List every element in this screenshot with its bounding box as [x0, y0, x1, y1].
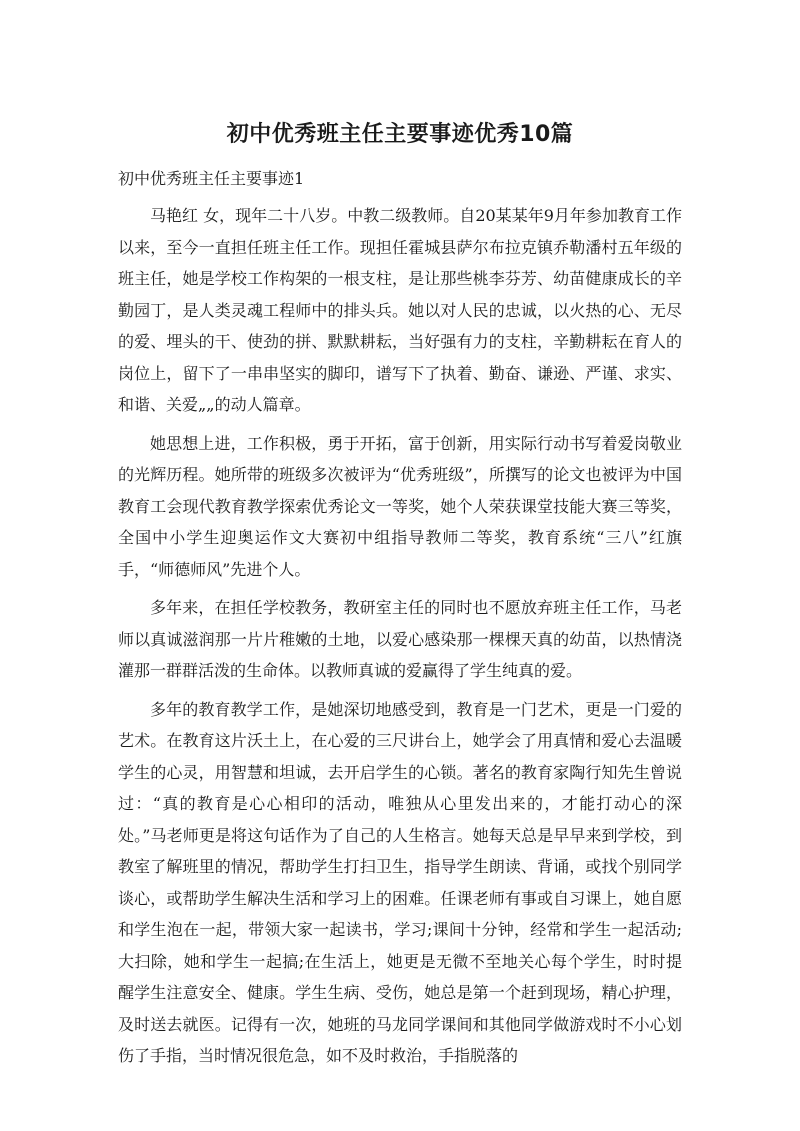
- section-heading: 初中优秀班主任主要事迹1: [118, 169, 305, 188]
- paragraph-1: 马艳红 女，现年二十八岁。中教二级教师。自20某某年9月年参加教育工作以来，至今一直担任班主任工作。现担任霍城县萨尔布拉克镇乔勒潘村五年级的班主任，她是学校工作构架的一根支柱，是让那些桃李芬芳、幼苗健康成长的辛勤园丁，是人类灵魂工程师中的排头兵。她以对人民的忠诚，以火热的心、无尽的爱、埋头的干、使劲的拼、默默耕耘，当好强有力的支柱，辛勤耕耘在育人的岗位上，留下了一串串坚实的脚印，谱写下了执着、勤奋、谦逊、严谨、求实、和谐、关爱„„的动人篇章。: [118, 206, 682, 414]
- paragraph-3: 多年来，在担任学校教务，教研室主任的同时也不愿放弃班主任工作，马老师以真诚滋润那一片片稚嫩的土地，以爱心感染那一棵棵天真的幼苗，以热情浇灌那一群群活泼的生命体。以教师真诚的爱赢得了学生纯真的爱。: [118, 598, 682, 680]
- paragraph-2: 她思想上进，工作积极，勇于开拓，富于创新，用实际行动书写着爱岗敬业的光辉历程。她所带的班级多次被评为“优秀班级”，所撰写的论文也被评为中国教育工会现代教育教学探索优秀论文一等奖，她个人荣获课堂技能大赛三等奖，全国中小学生迎奥运作文大赛初中组指导教师二等奖，教育系统“三八”红旗手，“师德师风”先进个人。: [118, 433, 682, 579]
- paragraph-4: 多年的教育教学工作，是她深切地感受到，教育是一门艺术，更是一门爱的艺术。在教育这片沃土上，在心爱的三尺讲台上，她学会了用真情和爱心去温暖学生的心灵，用智慧和坦诚，去开启学生的心锁。著名的教育家陶行知先生曾说过：“真的教育是心心相印的活动，唯独从心里发出来的，才能打动心的深处。”马老师更是将这句话作为了自己的人生格言。她每天总是早早来到学校，到教室了解班里的情况，帮助学生打扫卫生，指导学生朗读、背诵，或找个别同学谈心，或帮助学生解决生活和学习上的困难。任课老师有事或自习课上，她自愿和学生泡在一起，带领大家一起读书，学习;课间十分钟，经常和学生一起活动;大扫除，她和学生一起搞;在生活上，她更是无微不至地关心每个学生，时时提醒学生注意安全、健康。学生生病、受伤，她总是第一个赶到现场，精心护理，及时送去就医。记得有一次，她班的马龙同学课间和其他同学做游戏时不小心划伤了手指，当时情况很危急，如不及时救治，手指脱落的: [118, 699, 682, 1065]
- document-title: 初中优秀班主任主要事迹优秀10篇: [226, 122, 574, 147]
